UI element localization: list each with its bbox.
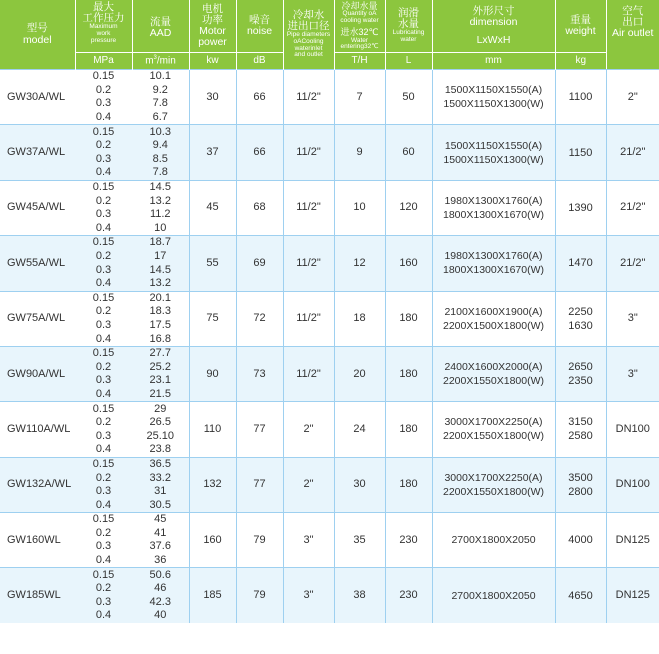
cell-pressure: 0.4 xyxy=(75,111,132,125)
cell-pipe: 3" xyxy=(283,513,334,568)
weight-line: 4000 xyxy=(568,534,593,547)
cell-pressure: 0.2 xyxy=(75,582,132,596)
cell-pressure: 0.3 xyxy=(75,208,132,222)
cell-dimension xyxy=(432,125,555,180)
cell-flow: 9.2 xyxy=(132,84,189,98)
cell-weight xyxy=(555,180,606,235)
cell-dimension xyxy=(432,457,555,512)
dimension-line: 1500X1150X1550(A) xyxy=(444,139,543,152)
cell-model: GW90A/WL xyxy=(0,346,75,401)
cell-air-outlet: 21/2" xyxy=(606,125,659,180)
cell-lube: 230 xyxy=(385,568,432,623)
cell-pressure: 0.3 xyxy=(75,263,132,277)
cell-pressure: 0.15 xyxy=(75,513,132,527)
header-flow: 流量 AAD xyxy=(132,0,189,53)
cell-flow: 31 xyxy=(132,485,189,499)
header-dimension: 外形尺寸 dimension LxWxH xyxy=(432,0,555,53)
unit-noise: dB xyxy=(236,53,283,70)
cell-model: GW160WL xyxy=(0,513,75,568)
cell-flow: 25.2 xyxy=(132,360,189,374)
cell-flow: 21.5 xyxy=(132,388,189,402)
dimension-line: 2700X1800X2050 xyxy=(451,589,536,602)
cell-flow: 36.5 xyxy=(132,457,189,471)
cell-pipe: 11/2" xyxy=(283,70,334,125)
cell-cooling: 38 xyxy=(334,568,385,623)
cell-air-outlet: 21/2" xyxy=(606,236,659,291)
cell-noise: 66 xyxy=(236,70,283,125)
cell-flow: 23.1 xyxy=(132,374,189,388)
dimension-line: 1500X1150X1300(W) xyxy=(443,153,544,166)
cell-lube: 180 xyxy=(385,457,432,512)
weight-line: 3500 xyxy=(568,471,593,484)
header-lube: 润滑 水量 Lubricating water xyxy=(385,0,432,53)
cell-model: GW37A/WL xyxy=(0,125,75,180)
weight-line: 2250 xyxy=(568,305,593,318)
cell-flow: 29 xyxy=(132,402,189,416)
dimension-line: 2200X1500X1800(W) xyxy=(443,319,544,332)
dimension-line: 3000X1700X2250(A) xyxy=(444,416,543,429)
cell-dimension xyxy=(432,180,555,235)
cell-pressure: 0.4 xyxy=(75,554,132,568)
cell-model: GW45A/WL xyxy=(0,180,75,235)
cell-cooling: 35 xyxy=(334,513,385,568)
cell-motor: 160 xyxy=(189,513,236,568)
cell-weight xyxy=(555,402,606,457)
cell-cooling: 18 xyxy=(334,291,385,346)
dimension-line: 2100X1600X1900(A) xyxy=(444,305,543,318)
cell-pressure: 0.2 xyxy=(75,471,132,485)
cell-flow: 30.5 xyxy=(132,498,189,512)
cell-flow: 25.10 xyxy=(132,429,189,443)
unit-weight: kg xyxy=(555,53,606,70)
cell-motor: 55 xyxy=(189,236,236,291)
weight-line: 1630 xyxy=(568,319,593,332)
cell-flow: 14.5 xyxy=(132,180,189,194)
cell-motor: 30 xyxy=(189,70,236,125)
cell-air-outlet: 3" xyxy=(606,291,659,346)
cell-pressure: 0.15 xyxy=(75,236,132,250)
cell-noise: 68 xyxy=(236,180,283,235)
dimension-line: 1800X1300X1670(W) xyxy=(443,208,544,221)
cell-pressure: 0.3 xyxy=(75,540,132,554)
cell-motor: 132 xyxy=(189,457,236,512)
cell-flow: 27.7 xyxy=(132,346,189,360)
cell-pipe: 2" xyxy=(283,457,334,512)
cell-air-outlet: 2" xyxy=(606,70,659,125)
cell-cooling: 30 xyxy=(334,457,385,512)
cell-air-outlet: DN100 xyxy=(606,457,659,512)
weight-line: 2580 xyxy=(568,430,593,443)
cell-flow: 50.6 xyxy=(132,568,189,582)
cell-air-outlet: DN100 xyxy=(606,402,659,457)
unit-pressure: MPa xyxy=(75,53,132,70)
cell-cooling: 7 xyxy=(334,70,385,125)
cell-flow: 33.2 xyxy=(132,471,189,485)
cell-flow: 20.1 xyxy=(132,291,189,305)
cell-pressure: 0.2 xyxy=(75,139,132,153)
cell-pressure: 0.4 xyxy=(75,277,132,291)
cell-flow: 41 xyxy=(132,527,189,541)
cell-flow: 18.3 xyxy=(132,305,189,319)
cell-lube: 230 xyxy=(385,513,432,568)
unit-motor: kw xyxy=(189,53,236,70)
cell-motor: 110 xyxy=(189,402,236,457)
table-row xyxy=(0,457,659,471)
cell-dimension xyxy=(432,236,555,291)
cell-flow: 10.3 xyxy=(132,125,189,139)
table-row xyxy=(0,513,659,527)
cell-noise: 72 xyxy=(236,291,283,346)
table-row xyxy=(0,291,659,305)
cell-lube: 180 xyxy=(385,346,432,401)
cell-pressure: 0.3 xyxy=(75,374,132,388)
cell-lube: 180 xyxy=(385,402,432,457)
cell-noise: 79 xyxy=(236,513,283,568)
cell-pressure: 0.15 xyxy=(75,402,132,416)
table-body xyxy=(0,70,659,623)
cell-noise: 77 xyxy=(236,457,283,512)
cell-lube: 160 xyxy=(385,236,432,291)
cell-model: GW75A/WL xyxy=(0,291,75,346)
cell-weight xyxy=(555,457,606,512)
cell-flow: 36 xyxy=(132,554,189,568)
cell-pressure: 0.2 xyxy=(75,305,132,319)
dimension-line: 1500X1150X1300(W) xyxy=(443,98,544,111)
cell-cooling: 12 xyxy=(334,236,385,291)
cell-dimension xyxy=(432,402,555,457)
header-weight: 重量 weight xyxy=(555,0,606,53)
dimension-line: 1500X1150X1550(A) xyxy=(444,84,543,97)
weight-line: 2650 xyxy=(568,361,593,374)
header-motor: 电机 功率 Motor power xyxy=(189,0,236,53)
cell-model: GW132A/WL xyxy=(0,457,75,512)
table-header xyxy=(0,0,659,70)
weight-line: 4650 xyxy=(568,589,593,602)
cell-pipe: 11/2" xyxy=(283,180,334,235)
cell-air-outlet: 3" xyxy=(606,346,659,401)
cell-motor: 37 xyxy=(189,125,236,180)
cell-flow: 7.8 xyxy=(132,97,189,111)
cell-weight xyxy=(555,346,606,401)
weight-line: 1150 xyxy=(568,146,593,159)
cell-pressure: 0.3 xyxy=(75,429,132,443)
cell-pressure: 0.3 xyxy=(75,97,132,111)
cell-pipe: 11/2" xyxy=(283,346,334,401)
cell-air-outlet: DN125 xyxy=(606,513,659,568)
cell-weight xyxy=(555,568,606,623)
weight-line: 2800 xyxy=(568,485,593,498)
weight-line: 1390 xyxy=(568,201,593,214)
cell-weight xyxy=(555,236,606,291)
cell-pressure: 0.4 xyxy=(75,166,132,180)
cell-flow: 37.6 xyxy=(132,540,189,554)
cell-cooling: 9 xyxy=(334,125,385,180)
table-row xyxy=(0,236,659,250)
cell-pipe: 11/2" xyxy=(283,236,334,291)
cell-pressure: 0.15 xyxy=(75,457,132,471)
cell-pressure: 0.2 xyxy=(75,84,132,98)
weight-line: 3150 xyxy=(568,416,593,429)
cell-flow: 17 xyxy=(132,250,189,264)
cell-flow: 8.5 xyxy=(132,153,189,167)
dimension-line: 1980X1300X1760(A) xyxy=(444,250,543,263)
cell-flow: 13.2 xyxy=(132,194,189,208)
cell-flow: 10.1 xyxy=(132,70,189,84)
cell-flow: 6.7 xyxy=(132,111,189,125)
unit-flow: $m^3/\min$ xyxy=(132,53,189,70)
cell-model: GW110A/WL xyxy=(0,402,75,457)
cell-lube: 50 xyxy=(385,70,432,125)
cell-pressure: 0.15 xyxy=(75,346,132,360)
table-row xyxy=(0,402,659,416)
dimension-line: 1800X1300X1670(W) xyxy=(443,264,544,277)
cell-pressure: 0.3 xyxy=(75,485,132,499)
cell-flow: 42.3 xyxy=(132,596,189,610)
cell-pressure: 0.2 xyxy=(75,250,132,264)
cell-flow: 46 xyxy=(132,582,189,596)
cell-pressure: 0.15 xyxy=(75,291,132,305)
weight-line: 1470 xyxy=(568,257,593,270)
header-cooling: 冷却水量 Quantity oA cooling water 进水32℃ Water entering32℃ xyxy=(334,0,385,53)
cell-pressure: 0.3 xyxy=(75,153,132,167)
cell-flow: 14.5 xyxy=(132,263,189,277)
dimension-line: 2200X1550X1800(W) xyxy=(443,375,544,388)
cell-model: GW30A/WL xyxy=(0,70,75,125)
table-row xyxy=(0,180,659,194)
cell-motor: 90 xyxy=(189,346,236,401)
cell-motor: 75 xyxy=(189,291,236,346)
cell-weight xyxy=(555,70,606,125)
dimension-line: 2200X1550X1800(W) xyxy=(443,430,544,443)
cell-pipe: 11/2" xyxy=(283,291,334,346)
cell-weight xyxy=(555,513,606,568)
cell-air-outlet: DN125 xyxy=(606,568,659,623)
cell-flow: 11.2 xyxy=(132,208,189,222)
cell-flow: 40 xyxy=(132,609,189,623)
unit-dimension: mm xyxy=(432,53,555,70)
header-noise: 噪音 noise xyxy=(236,0,283,53)
cell-flow: 23.8 xyxy=(132,443,189,457)
cell-pressure: 0.15 xyxy=(75,125,132,139)
cell-pipe: 3" xyxy=(283,568,334,623)
cell-dimension xyxy=(432,346,555,401)
dimension-line: 3000X1700X2250(A) xyxy=(444,471,543,484)
cell-weight xyxy=(555,291,606,346)
cell-noise: 77 xyxy=(236,402,283,457)
unit-cooling: T/H xyxy=(334,53,385,70)
cell-flow: 45 xyxy=(132,513,189,527)
cell-flow: 26.5 xyxy=(132,416,189,430)
header-pressure: 最大 工作压力 Maximum work pressure xyxy=(75,0,132,53)
dimension-line: 2200X1550X1800(W) xyxy=(443,485,544,498)
cell-flow: 13.2 xyxy=(132,277,189,291)
header-air: 空气 出口 Air outlet xyxy=(606,0,659,70)
cell-cooling: 10 xyxy=(334,180,385,235)
cell-pressure: 0.4 xyxy=(75,609,132,623)
cell-flow: 17.5 xyxy=(132,319,189,333)
unit-lube: L xyxy=(385,53,432,70)
header-pipe: 冷却水 进出口径 Pipe diameters oACooling waterinlet and outlet xyxy=(283,0,334,70)
cell-pressure: 0.3 xyxy=(75,596,132,610)
cell-motor: 45 xyxy=(189,180,236,235)
cell-noise: 69 xyxy=(236,236,283,291)
cell-flow: 7.8 xyxy=(132,166,189,180)
table-row xyxy=(0,70,659,84)
cell-flow: 16.8 xyxy=(132,332,189,346)
cell-noise: 79 xyxy=(236,568,283,623)
cell-flow: 9.4 xyxy=(132,139,189,153)
cell-dimension xyxy=(432,291,555,346)
cell-pressure: 0.4 xyxy=(75,443,132,457)
cell-motor: 185 xyxy=(189,568,236,623)
cell-lube: 60 xyxy=(385,125,432,180)
cell-weight xyxy=(555,125,606,180)
cell-pressure: 0.4 xyxy=(75,332,132,346)
cell-cooling: 24 xyxy=(334,402,385,457)
cell-lube: 180 xyxy=(385,291,432,346)
cell-pressure: 0.4 xyxy=(75,388,132,402)
table-row xyxy=(0,568,659,582)
cell-pressure: 0.15 xyxy=(75,70,132,84)
cell-model: GW185WL xyxy=(0,568,75,623)
cell-flow: 18.7 xyxy=(132,236,189,250)
weight-line: 1100 xyxy=(568,91,593,104)
cell-pressure: 0.15 xyxy=(75,180,132,194)
dimension-line: 2700X1800X2050 xyxy=(451,534,536,547)
dimension-line: 2400X1600X2000(A) xyxy=(444,361,543,374)
cell-pipe: 11/2" xyxy=(283,125,334,180)
cell-pressure: 0.2 xyxy=(75,527,132,541)
cell-pressure: 0.3 xyxy=(75,319,132,333)
cell-dimension xyxy=(432,70,555,125)
table-row xyxy=(0,125,659,139)
cell-air-outlet: 21/2" xyxy=(606,180,659,235)
cell-noise: 73 xyxy=(236,346,283,401)
cell-dimension xyxy=(432,513,555,568)
cell-pressure: 0.4 xyxy=(75,222,132,236)
cell-model: GW55A/WL xyxy=(0,236,75,291)
cell-cooling: 20 xyxy=(334,346,385,401)
table-row xyxy=(0,346,659,360)
cell-dimension xyxy=(432,568,555,623)
cell-noise: 66 xyxy=(236,125,283,180)
cell-pressure: 0.2 xyxy=(75,360,132,374)
header-model: 型号 model xyxy=(0,0,75,70)
weight-line: 2350 xyxy=(568,375,593,388)
cell-flow: 10 xyxy=(132,222,189,236)
cell-pressure: 0.2 xyxy=(75,194,132,208)
cell-lube: 120 xyxy=(385,180,432,235)
cell-pressure: 0.2 xyxy=(75,416,132,430)
cell-pipe: 2" xyxy=(283,402,334,457)
cell-pressure: 0.4 xyxy=(75,498,132,512)
dimension-line: 1980X1300X1760(A) xyxy=(444,194,543,207)
cell-pressure: 0.15 xyxy=(75,568,132,582)
